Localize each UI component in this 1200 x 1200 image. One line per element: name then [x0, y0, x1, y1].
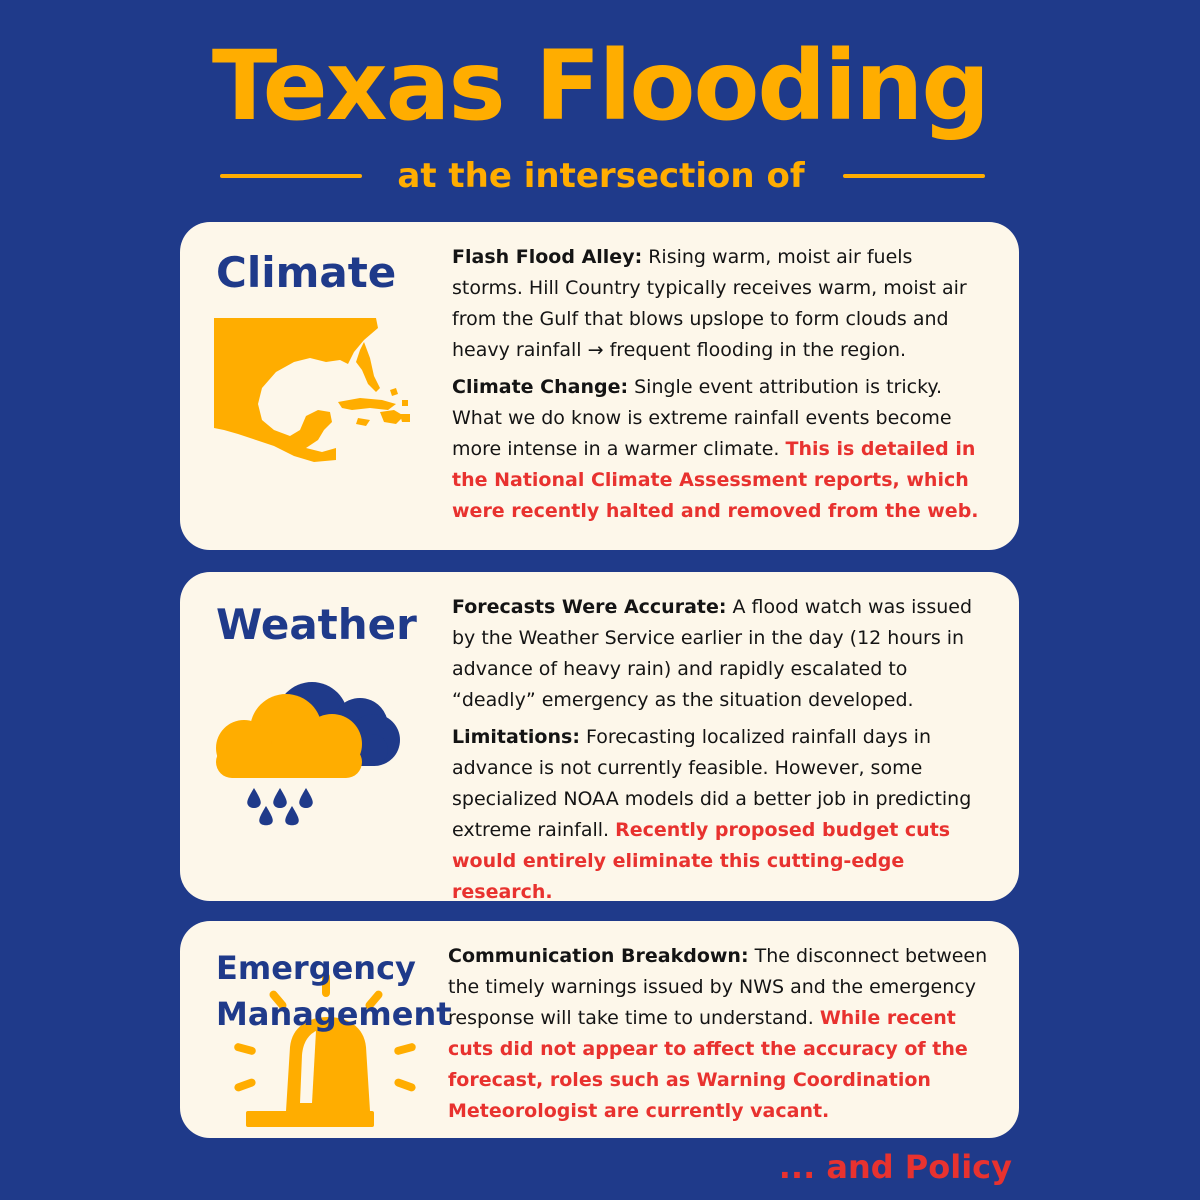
subtitle-row — [0, 152, 1200, 208]
emergency-management-heading — [216, 945, 456, 1037]
paragraph-body: A flood watch was issued by the Weather Service earlier in the day (12 hours in advance of heavy rain) and rapidly escalated to “deadly” emergency as the situation developed. — [452, 596, 973, 711]
emergency-paragraph-communication — [448, 941, 993, 1127]
paragraph-body: Forecasting localized rainfall days in advance is not currently feasible. However, some specialized NOAA models did a better job in predicting extreme rainfall. — [452, 726, 972, 841]
climate-paragraph-flash-flood — [452, 242, 982, 366]
heading-line: Emergency — [216, 949, 416, 987]
rain-cloud-icon — [214, 676, 410, 826]
paragraph-highlight: While recent cuts did not appear to affect the accuracy of the forecast, roles such as Warning Coordination Meteorologist are currently vacant. — [448, 1007, 968, 1122]
climate-card — [180, 222, 1019, 550]
paragraph-highlight: Recently proposed budget cuts would entirely eliminate this cutting-edge research. — [452, 819, 951, 903]
subtitle-rule-left — [220, 174, 362, 178]
page-subtitle: at the intersection of — [397, 156, 805, 196]
paragraph-label: Limitations: — [452, 726, 580, 748]
climate-heading: Climate — [216, 248, 397, 297]
gulf-of-mexico-map-icon — [214, 318, 410, 462]
climate-text — [452, 242, 982, 533]
weather-paragraph-limitations — [452, 722, 997, 908]
paragraph-label: Flash Flood Alley: — [452, 246, 643, 268]
policy-footer: ... and Policy — [778, 1148, 1012, 1186]
paragraph-label: Communication Breakdown: — [448, 945, 749, 967]
subtitle-rule-right — [843, 174, 985, 178]
weather-card — [180, 572, 1019, 901]
paragraph-highlight: This is detailed in the National Climate Assessment reports, which were recently halted and removed from the web. — [452, 438, 979, 522]
weather-paragraph-forecasts — [452, 592, 997, 716]
paragraph-label: Climate Change: — [452, 376, 629, 398]
emergency-management-card — [180, 921, 1019, 1138]
weather-text — [452, 592, 997, 914]
heading-line: Management — [216, 995, 452, 1033]
paragraph-body: Rising warm, moist air fuels storms. Hill Country typically receives warm, moist air from the Gulf that blows upslope to form clouds and heavy rainfall → frequent flooding in the region. — [452, 246, 967, 361]
paragraph-body: The disconnect between the timely warnings issued by NWS and the emergency response will take time to understand. — [448, 945, 988, 1029]
weather-heading: Weather — [216, 600, 417, 649]
paragraph-label: Forecasts Were Accurate: — [452, 596, 727, 618]
climate-paragraph-climate-change — [452, 372, 982, 527]
paragraph-body: Single event attribution is tricky. What we do know is extreme rainfall events become more intense in a warmer climate. — [452, 376, 952, 460]
page-title: Texas Flooding — [211, 30, 989, 142]
emergency-text — [448, 941, 993, 1133]
